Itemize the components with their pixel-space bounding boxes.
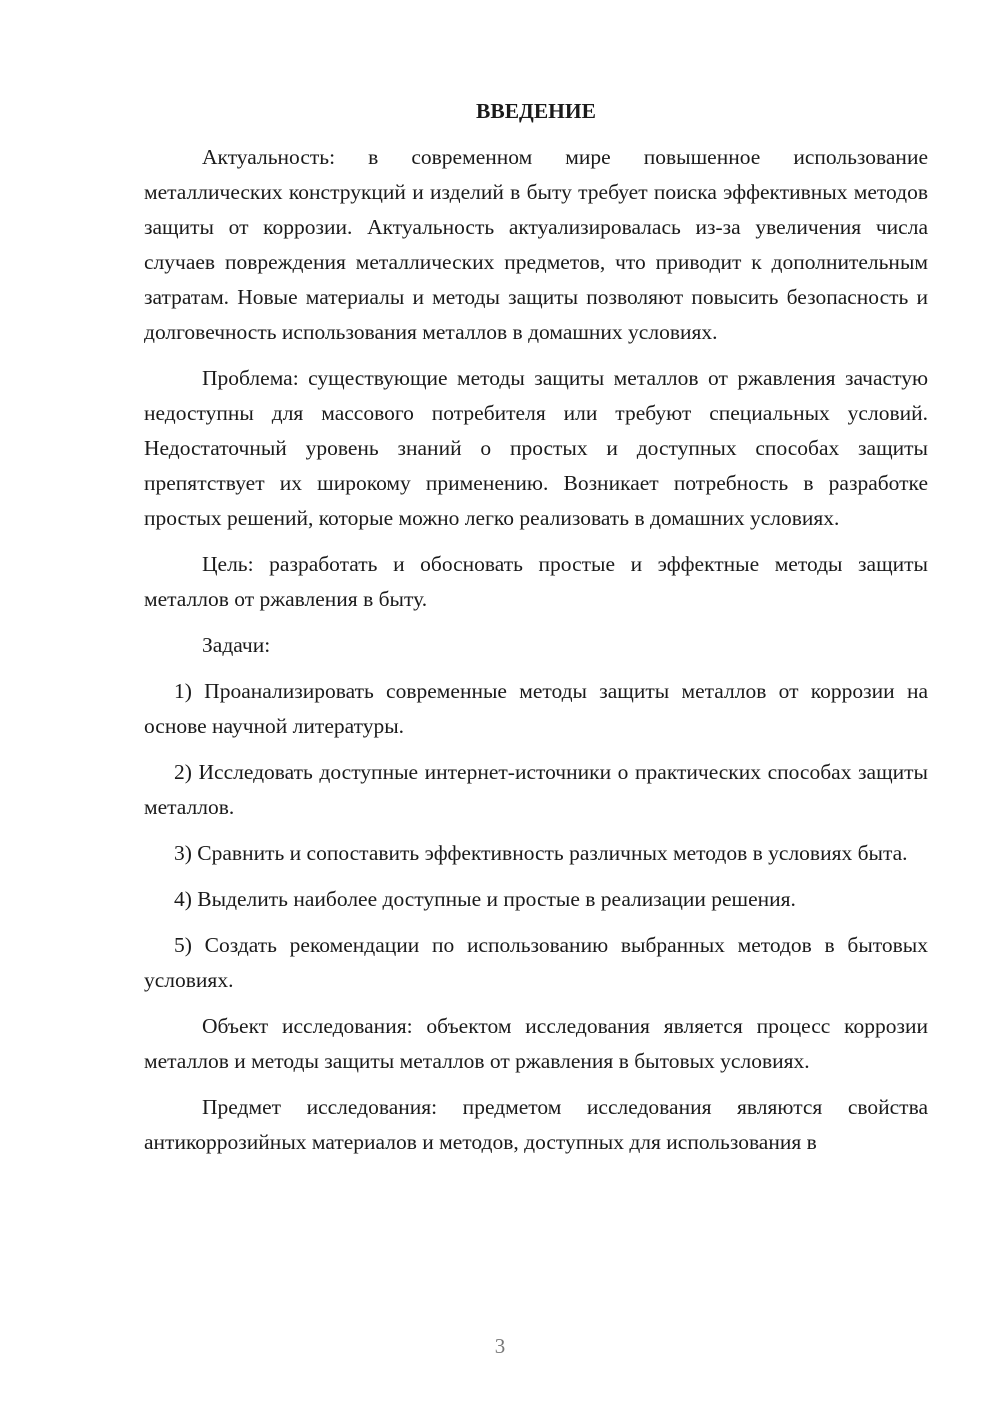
paragraph-goal: Цель: разработать и обосновать простые и эффектные методы защиты металлов от ржавления в быту. [144,552,928,611]
task-item-2: 2) Исследовать доступные интернет-источники о практических способах защиты металлов. [144,760,928,819]
task-item-1: 1) Проанализировать современные методы защиты металлов от коррозии на основе научной литературы. [144,679,928,738]
paragraph-relevance: Актуальность: в современном мире повышенное использование металлических конструкций и изделий в быту требует поиска эффективных методов защиты от коррозии. Актуальность актуализировалась из-за увеличения числа случаев повреждения металлических предметов, что приводит к дополнительным затратам. Новые материалы и методы защиты позволяют повысить безопасность и долговечность использования металлов в домашних условиях. [144,145,928,344]
task-item-5: 5) Создать рекомендации по использованию выбранных методов в бытовых условиях. [144,933,928,992]
paragraph-object: Объект исследования: объектом исследования является процесс коррозии металлов и методы защиты металлов от ржавления в бытовых условиях. [144,1014,928,1073]
paragraph-subject: Предмет исследования: предметом исследования являются свойства антикоррозийных материалов и методов, доступных для использования в [144,1095,928,1154]
task-item-4: 4) Выделить наиболее доступные и простые в реализации решения. [174,887,796,911]
paragraph-problem: Проблема: существующие методы защиты металлов от ржавления зачастую недоступны для массового потребителя или требуют специальных условий. Недостаточный уровень знаний о простых и доступных способах защиты препятствует их широкому применению. Возникает потребность в разработке простых решений, которые можно легко реализовать в домашних условиях. [144,366,928,530]
paragraph-tasks-heading: Задачи: [202,633,271,657]
page-title: ВВЕДЕНИЕ [476,99,596,123]
document-body [144,94,928,1171]
page-number: 3 [494,1334,506,1358]
task-item-3: 3) Сравнить и сопоставить эффективность различных методов в условиях быта. [174,841,908,865]
